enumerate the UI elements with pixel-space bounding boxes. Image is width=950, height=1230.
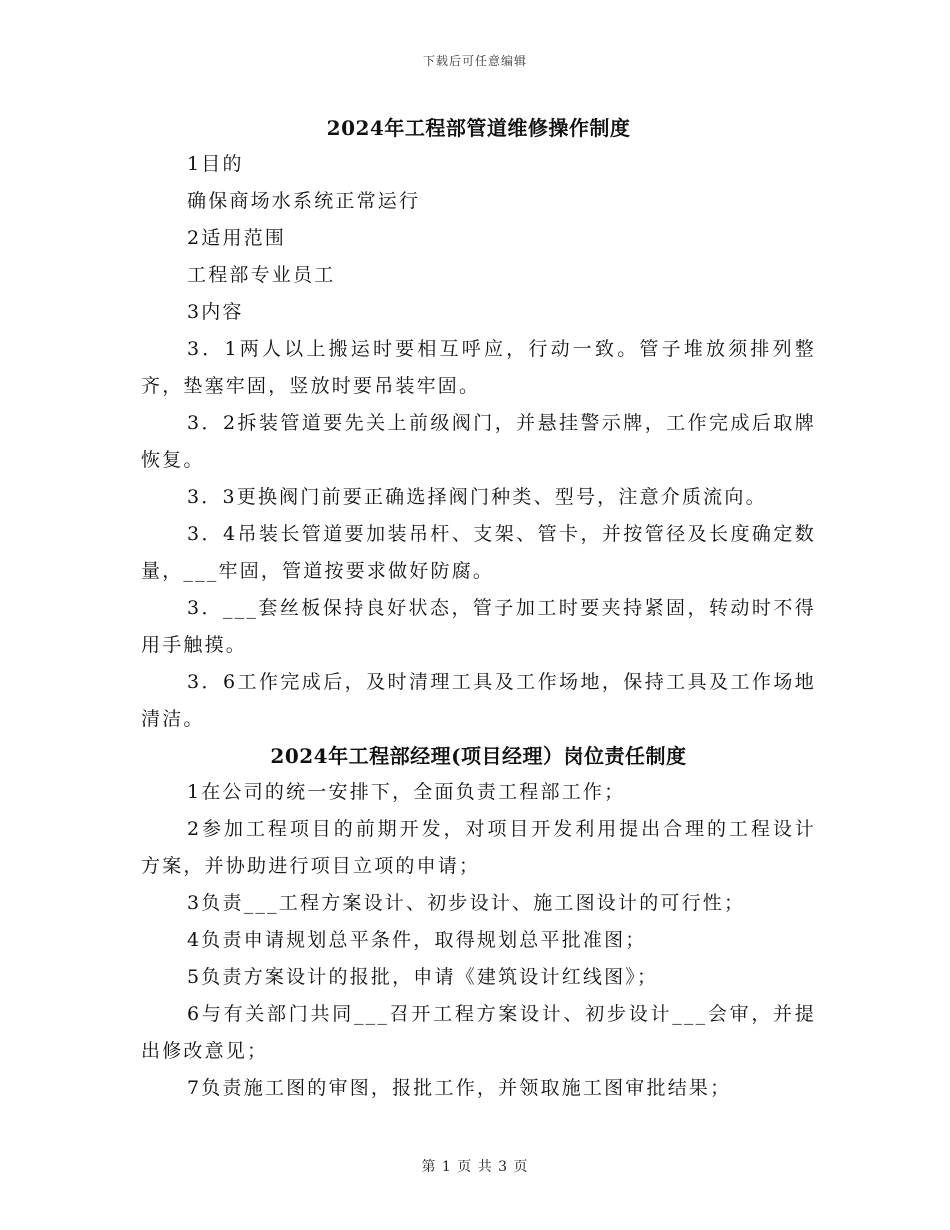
page-header: 下载后可任意编辑 [422, 54, 527, 68]
paragraph: 1目的 [187, 153, 244, 175]
paragraph: 3．6工作完成后，及时清理工具及工作场地，保持工具及工作场地清洁。 [141, 671, 816, 730]
paragraph: 3．3更换阀门前要正确选择阀门种类、型号，注意介质流向。 [187, 486, 767, 508]
page-footer: 第 1 页 共 3 页 [421, 1159, 529, 1175]
paragraph: 3．2拆装管道要先关上前级阀门，并悬挂警示牌，工作完成后取牌恢复。 [141, 412, 816, 471]
paragraph: 2适用范围 [187, 227, 287, 249]
paragraph: 4负责申请规划总平条件，取得规划总平批准图； [187, 929, 647, 951]
paragraph: 5负责方案设计的报批，申请《建筑设计红线图》； [187, 966, 659, 988]
paragraph: 3内容 [187, 301, 244, 323]
section-manager-responsibility [141, 738, 816, 1107]
paragraph: 3负责___工程方案设计、初步设计、施工图设计的可行性； [187, 892, 746, 914]
paragraph: 工程部专业员工 [187, 264, 336, 286]
paragraph: 3．___套丝板保持良好状态，管子加工时要夹持紧固，转动时不得用手触摸。 [141, 597, 816, 656]
section-title: 2024年工程部经理(项目经理）岗位责任制度 [270, 744, 687, 768]
paragraph: 2参加工程项目的前期开发，对项目开发利用提出合理的工程设计方案，并协助进行项目立项的申请； [141, 818, 816, 877]
section-pipe-maintenance [141, 110, 816, 738]
paragraph: 6与有关部门共同___召开工程方案设计、初步设计___会审，并提出修改意见； [141, 1003, 816, 1062]
paragraph: 1在公司的统一安排下，全面负责工程部工作； [187, 781, 626, 803]
paragraph: 7负责施工图的审图，报批工作，并领取施工图审批结果； [187, 1077, 732, 1099]
document-body [141, 110, 816, 1107]
paragraph: 确保商场水系统正常运行 [187, 190, 421, 212]
paragraph: 3．1两人以上搬运时要相互呼应，行动一致。管子堆放须排列整齐，垫塞牢固，竖放时要吊装牢固。 [141, 338, 816, 397]
section-title: 2024年工程部管道维修操作制度 [326, 116, 631, 140]
paragraph: 3．4吊装长管道要加装吊杆、支架、管卡，并按管径及长度确定数量，___牢固，管道按要求做好防腐。 [141, 523, 816, 582]
